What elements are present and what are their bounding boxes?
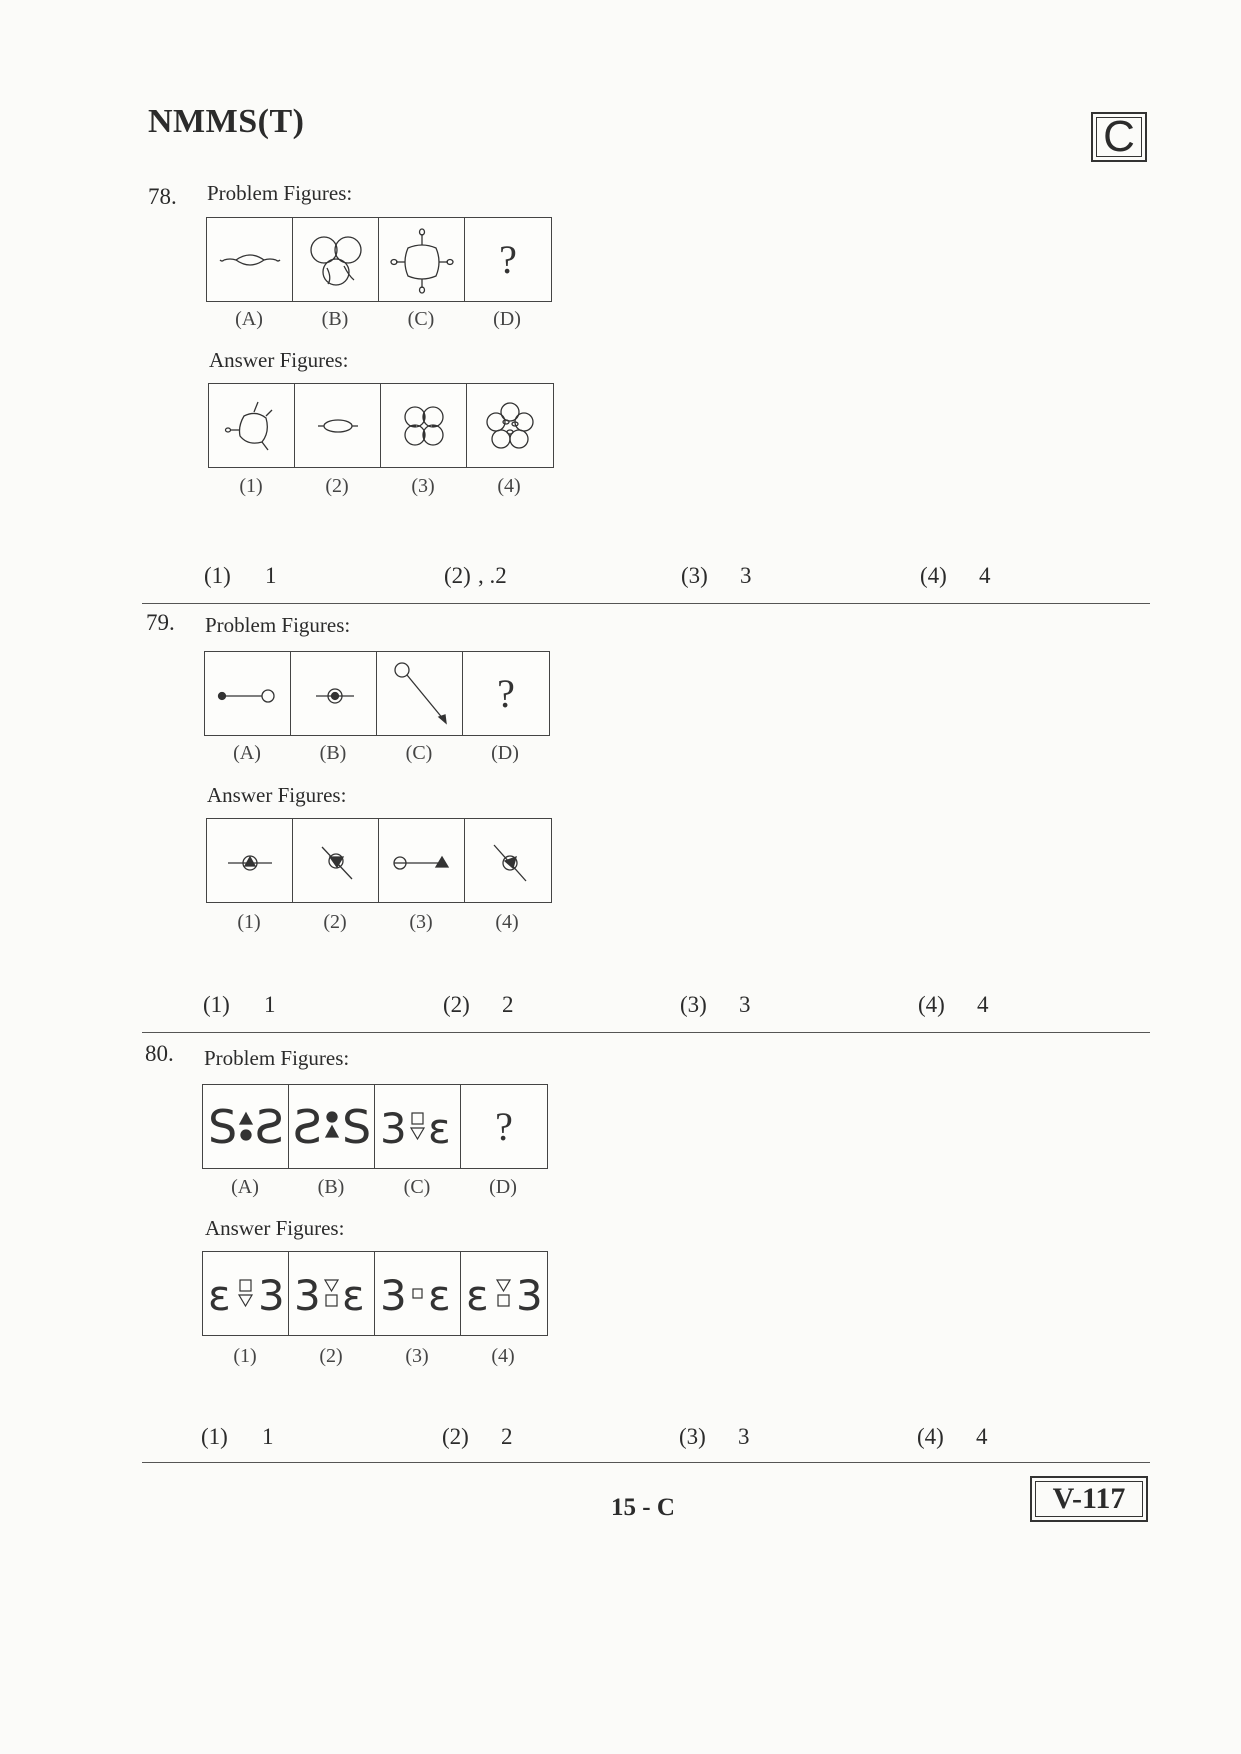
caption: (2) — [319, 1345, 343, 1367]
svg-text:S: S — [254, 1099, 284, 1154]
caption: (1) — [239, 475, 263, 497]
svg-text:3: 3 — [379, 1270, 407, 1320]
svg-text:S: S — [207, 1099, 237, 1154]
answer-figure-captions — [208, 475, 552, 498]
caption: (C) — [405, 742, 433, 764]
caption: (B) — [319, 742, 347, 764]
problem-figures-row — [206, 217, 552, 302]
problem-figures-label: Problem Figures: — [204, 1046, 350, 1070]
svg-text:3: 3 — [257, 1270, 285, 1320]
option-3-number[interactable]: (3) — [681, 563, 708, 588]
question-mark: ? — [497, 671, 515, 716]
problem-figures-label: Problem Figures: — [205, 613, 351, 637]
page-title: NMMS(T) — [148, 103, 305, 140]
answer-figure-3[interactable] — [375, 1252, 461, 1335]
problem-figure-d — [465, 218, 551, 301]
caption: (3) — [405, 1345, 429, 1367]
three-small-square-epsilon-icon — [376, 1254, 460, 1334]
option-1-number[interactable]: (1) — [204, 563, 231, 588]
problem-figure-a — [203, 1085, 289, 1168]
svg-text:3: 3 — [379, 1103, 407, 1153]
small-ellipse-shape-icon — [296, 386, 380, 466]
problem-figure-b — [289, 1085, 375, 1168]
answer-figure-4[interactable] — [461, 1252, 547, 1335]
svg-text:ε: ε — [427, 1270, 451, 1320]
caption: (2) — [325, 475, 349, 497]
answer-figure-4[interactable] — [465, 819, 551, 902]
answer-figure-2[interactable] — [289, 1252, 375, 1335]
problem-figure-c — [379, 218, 465, 301]
five-lobe-shape-icon — [468, 386, 552, 466]
option-2-value: 2 — [501, 1424, 513, 1449]
answer-figures-row — [208, 383, 554, 468]
option-1-number[interactable]: (1) — [203, 992, 230, 1017]
page-number: 15 - C — [611, 1494, 675, 1521]
caption: (D) — [493, 308, 521, 330]
answer-figure-captions — [202, 1345, 546, 1368]
option-2-value: 2 — [502, 992, 514, 1017]
question-number: 79. — [146, 610, 175, 635]
answer-figure-3[interactable] — [381, 384, 467, 467]
option-4-value: 4 — [977, 992, 989, 1017]
svg-text:S: S — [292, 1099, 322, 1154]
caption: (3) — [409, 911, 433, 933]
problem-figures-label: Problem Figures: — [207, 181, 353, 205]
question-divider — [142, 1032, 1150, 1033]
question-mark: ? — [499, 237, 517, 282]
answer-figures-label: Answer Figures: — [209, 348, 349, 372]
lens-shape-icon — [208, 220, 292, 300]
answer-figure-captions — [206, 911, 550, 934]
problem-figure-d — [463, 652, 549, 735]
question-number: 78. — [148, 184, 177, 209]
booklet-code: V-117 — [1035, 1481, 1143, 1517]
option-2-number[interactable]: (2) — [442, 1424, 469, 1449]
problem-figure-captions — [202, 1176, 546, 1199]
s-dot-triangle-pattern-icon — [290, 1087, 374, 1167]
option-3-number[interactable]: (3) — [680, 992, 707, 1017]
caption: (D) — [489, 1176, 517, 1198]
diagonal-circle-triangle-icon — [294, 821, 378, 901]
three-triangle-square-epsilon-icon — [290, 1254, 374, 1334]
caption: (A) — [233, 742, 261, 764]
square-petal-shape-icon — [380, 220, 464, 300]
caption: (A) — [231, 1176, 259, 1198]
question-number: 80. — [145, 1041, 174, 1066]
problem-figure-a — [207, 218, 293, 301]
svg-text:ε: ε — [207, 1270, 231, 1320]
caption: (D) — [491, 742, 519, 764]
option-3-value: 3 — [740, 563, 752, 588]
three-square-triangle-pattern-icon — [376, 1087, 460, 1167]
answer-figure-1[interactable] — [207, 819, 293, 902]
option-4-number[interactable]: (4) — [920, 563, 947, 588]
problem-figure-b — [293, 218, 379, 301]
option-2-value: , .2 — [478, 563, 507, 588]
diagonal-arrow-icon — [378, 654, 462, 734]
caption: (4) — [497, 475, 521, 497]
option-3-value: 3 — [739, 992, 751, 1017]
problem-figures-row — [202, 1084, 548, 1169]
series-code-box — [1091, 112, 1147, 162]
option-4-number[interactable]: (4) — [917, 1424, 944, 1449]
circle-line-triangle-icon — [380, 821, 464, 901]
epsilon-square-triangle-three-icon — [204, 1254, 288, 1334]
problem-figures-row — [204, 651, 550, 736]
option-1-value: 1 — [262, 1424, 274, 1449]
answer-figure-2[interactable] — [295, 384, 381, 467]
caption: (2) — [323, 911, 347, 933]
circle-triangle-line-icon — [208, 821, 292, 901]
epsilon-triangle-square-three-icon — [462, 1254, 546, 1334]
svg-text:3: 3 — [516, 1270, 543, 1320]
problem-figure-c — [377, 652, 463, 735]
option-1-value: 1 — [264, 992, 276, 1017]
booklet-code-box — [1030, 1476, 1148, 1522]
question-divider — [142, 603, 1150, 604]
caption: (1) — [233, 1345, 257, 1367]
svg-text:ε: ε — [427, 1103, 451, 1153]
option-2-number[interactable]: (2) — [444, 563, 471, 588]
answer-figures-row — [202, 1251, 548, 1336]
answer-figures-label: Answer Figures: — [207, 783, 347, 807]
svg-text:3: 3 — [293, 1270, 321, 1320]
four-lobe-shape-icon — [382, 386, 466, 466]
answer-figures-label: Answer Figures: — [205, 1216, 345, 1240]
caption: (C) — [407, 308, 435, 330]
option-4-number[interactable]: (4) — [918, 992, 945, 1017]
answer-figures-row — [206, 818, 552, 903]
svg-text:ε: ε — [466, 1270, 489, 1320]
caption: (B) — [321, 308, 349, 330]
question-divider — [142, 1462, 1150, 1463]
caption: (C) — [403, 1176, 431, 1198]
problem-figure-c — [375, 1085, 461, 1168]
centered-dot-circle-icon — [292, 654, 376, 734]
answer-figure-1[interactable] — [209, 384, 295, 467]
caption: (B) — [317, 1176, 345, 1198]
answer-figure-3[interactable] — [379, 819, 465, 902]
option-4-value: 4 — [979, 563, 991, 588]
problem-figure-a — [205, 652, 291, 735]
option-3-number[interactable]: (3) — [679, 1424, 706, 1449]
answer-figure-4[interactable] — [467, 384, 553, 467]
caption: (4) — [491, 1345, 515, 1367]
svg-text:S: S — [341, 1099, 371, 1154]
option-1-number[interactable]: (1) — [201, 1424, 228, 1449]
option-3-value: 3 — [738, 1424, 750, 1449]
svg-text:ε: ε — [341, 1270, 365, 1320]
caption: (1) — [237, 911, 261, 933]
option-1-value: 1 — [265, 563, 277, 588]
dot-line-circle-icon — [206, 654, 290, 734]
problem-figure-b — [291, 652, 377, 735]
diagonal-dot-triangle-icon — [466, 821, 550, 901]
answer-figure-2[interactable] — [293, 819, 379, 902]
caption: (A) — [235, 308, 263, 330]
problem-figure-captions — [206, 308, 550, 331]
option-4-value: 4 — [976, 1424, 988, 1449]
problem-figure-d — [461, 1085, 547, 1168]
three-lobe-shape-icon — [294, 220, 378, 300]
problem-figure-captions — [204, 742, 548, 765]
answer-figure-1[interactable] — [203, 1252, 289, 1335]
caption: (4) — [495, 911, 519, 933]
s-triangle-dot-pattern-icon — [204, 1087, 288, 1167]
series-code: C — [1096, 117, 1142, 157]
question-mark: ? — [495, 1104, 513, 1149]
tilted-square-shape-icon — [210, 386, 294, 466]
caption: (3) — [411, 475, 435, 497]
option-2-number[interactable]: (2) — [443, 992, 470, 1017]
